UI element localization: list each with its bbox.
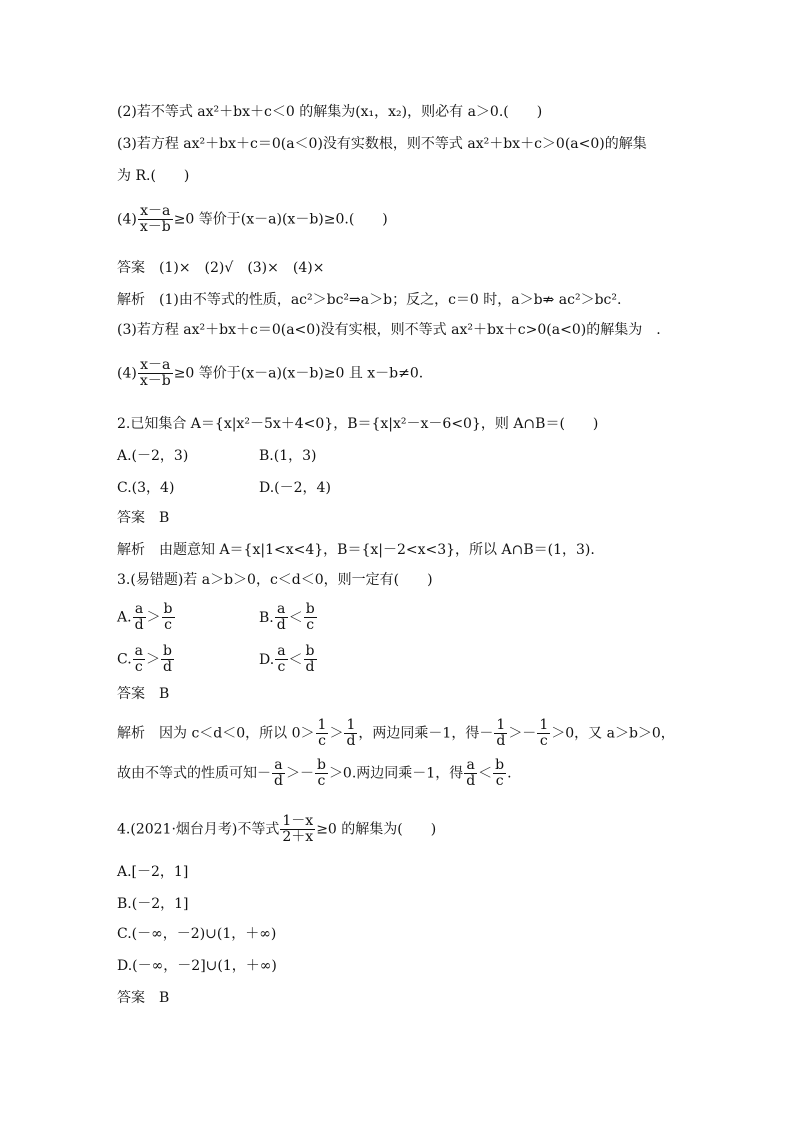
q3-analysis-frac1-num: 1 — [317, 717, 327, 733]
q3-option-d-num2: b — [305, 643, 315, 659]
q3-analysis-frac2 — [344, 718, 357, 749]
q4-answer-label: 答案 — [117, 990, 145, 1006]
q3-analysis-frac3-num: 1 — [494, 718, 507, 734]
q4-stem — [117, 814, 436, 845]
q3-option-a-frac2 — [162, 602, 175, 633]
q2-options-row1 — [117, 446, 316, 466]
q3-option-d-den2: d — [305, 659, 315, 675]
q3-option-c-num2: b — [163, 643, 172, 659]
q3-answer-label: 答案 — [117, 686, 145, 702]
q1-item3-line2: 为 R.( ) — [117, 168, 190, 184]
q3-analysis-frac4-den: c — [539, 733, 548, 749]
q1-answer-label: 答案 — [117, 260, 145, 276]
q3-analysis2-part-b: ＞－ — [285, 765, 314, 782]
q3-option-b-label: B. — [259, 609, 274, 626]
q3-analysis2-frac4 — [493, 758, 506, 789]
q3-analysis-frac3-den: d — [496, 733, 506, 749]
q3-analysis2-part-c: ＞0.两边同乘－1，得 — [328, 765, 464, 782]
q3-option-d-frac2 — [304, 644, 317, 675]
q3-analysis2-frac1-den: d — [274, 773, 283, 789]
q4-option-b: B.(－2，1] — [117, 896, 189, 912]
q3-analysis2-frac2-num: b — [316, 757, 326, 773]
q3-analysis-label: 解析 — [117, 725, 145, 742]
q3-option-a-relation: ＞ — [146, 609, 161, 626]
q1-analysis1-text: (1)由不等式的性质，ac²＞bc²⇒a＞b；反之，c＝0 时，a＞b⇏ ac²＞bc². — [159, 292, 622, 308]
q4-answer — [117, 988, 169, 1008]
q1-item4-numerator: x－a — [138, 204, 173, 220]
q2-stem: 2.已知集合 A＝{x|x²－5x＋4<0}，B＝{x|x²－x－6<0}，则 A∩B＝( ) — [117, 416, 599, 432]
q3-analysis-frac2-den: d — [346, 733, 356, 749]
q1-analysis4-prefix: (4) — [117, 365, 137, 382]
q3-option-b-den1: d — [276, 617, 286, 633]
q1-analysis4-fraction — [138, 358, 173, 389]
q3-analysis2-frac1 — [272, 758, 285, 789]
q3-option-b-num1: a — [275, 602, 288, 618]
q3-answer-text: B — [159, 686, 170, 702]
q2-answer-text: B — [159, 510, 170, 526]
q3-analysis-frac3 — [494, 718, 507, 749]
q3-options-row1 — [117, 602, 318, 633]
q1-analysis1 — [117, 290, 621, 310]
q3-option-d-label: D. — [259, 651, 275, 668]
q3-analysis2-frac2-den: c — [317, 773, 326, 789]
q2-option-d: D.(－2，4) — [259, 480, 331, 496]
q3-analysis2-frac3-den: d — [466, 773, 476, 789]
q3-analysis2-frac3 — [464, 758, 477, 789]
q2-option-c: C.(3，4) — [117, 480, 175, 496]
q4-stem-denominator: 2＋x — [282, 829, 314, 845]
q3-option-c-relation: ＞ — [146, 651, 161, 668]
q4-stem-prefix: 4.(2021·烟台月考)不等式 — [117, 821, 280, 838]
q3-option-b-frac1 — [275, 602, 288, 633]
q3-option-c-den2: d — [163, 659, 172, 675]
q1-item4-rest: ≥0 等价于(x－a)(x－b)≥0.( ) — [173, 211, 388, 228]
q3-option-a-num2: b — [163, 601, 173, 617]
q1-item3-line1: (3)若方程 ax²＋bx＋c＝0(a＜0)没有实数根，则不等式 ax²＋bx＋c＞0(a<0)的解集 — [117, 136, 647, 152]
q4-option-c: C.(－∞，－2)∪(1，＋∞) — [117, 926, 277, 942]
q3-option-c-frac1 — [133, 644, 145, 675]
q3-analysis2-frac3-num: a — [464, 758, 477, 774]
q3-option-d-num1: a — [277, 643, 286, 659]
q3-option-c-den1: c — [134, 659, 143, 675]
q4-option-a: A.[－2，1] — [117, 864, 189, 880]
q1-analysis4-rest: ≥0 等价于(x－a)(x－b)≥0 且 x－b≠0. — [173, 365, 424, 382]
q3-option-c-num1: a — [134, 643, 144, 659]
q3-option-b — [259, 601, 318, 633]
q3-analysis-part-e: ＞0，又 a＞b＞0， — [551, 725, 675, 742]
q3-option-a-den2: c — [164, 617, 172, 633]
q3-analysis-line1 — [117, 718, 675, 749]
q2-answer — [117, 508, 169, 528]
q3-option-b-num2: b — [305, 601, 315, 617]
q4-stem-fraction — [280, 814, 315, 845]
q1-analysis3: (3)若方程 ax²＋bx＋c＝0(a<0)没有实根，则不等式 ax²＋bx＋c>0(a<0)的解集为 . — [117, 322, 661, 338]
q3-analysis2-part-a: 故由不等式的性质可知－ — [117, 765, 271, 782]
q3-option-c-label: C. — [117, 651, 132, 668]
q3-analysis-frac1 — [316, 718, 329, 749]
q4-stem-rest: ≥0 的解集为( ) — [316, 821, 437, 838]
q2-analysis — [117, 540, 595, 560]
q3-analysis2-frac2 — [315, 758, 328, 789]
q3-options-row2 — [117, 644, 318, 675]
q2-option-a: A.(－2，3) — [117, 448, 189, 464]
q3-option-d-den1: c — [277, 659, 286, 675]
q2-analysis-text: 由题意知 A＝{x|1<x<4}，B＝{x|－2<x<3}，所以 A∩B＝(1，3). — [159, 542, 595, 558]
q3-option-c — [117, 644, 259, 675]
q3-analysis-part-b: ＞ — [329, 725, 344, 742]
q2-option-b: B.(1，3) — [259, 448, 317, 464]
q1-analysis-label: 解析 — [117, 292, 145, 308]
q3-option-a — [117, 602, 259, 633]
q3-stem: 3.(易错题)若 a＞b＞0，c＜d＜0，则一定有( ) — [117, 572, 433, 588]
q1-answer — [117, 258, 324, 278]
q4-option-d: D.(－∞，－2]∪(1，＋∞) — [117, 958, 277, 974]
q3-analysis-part-d: ＞－ — [508, 725, 537, 742]
q1-item4-denominator: x－b — [139, 219, 171, 235]
q3-option-a-label: A. — [117, 609, 132, 626]
q3-analysis-frac4-num: 1 — [539, 717, 549, 733]
q3-analysis-frac1-den: c — [318, 733, 326, 749]
q3-option-b-den2: c — [306, 617, 315, 633]
q1-answer-text: (1)× (2)√ (3)× (4)× — [159, 260, 325, 276]
q3-option-b-relation: ＜ — [288, 609, 303, 626]
q3-option-d-relation: ＜ — [288, 651, 303, 668]
q3-option-a-frac1 — [133, 602, 146, 633]
q2-analysis-label: 解析 — [117, 542, 145, 558]
q3-analysis2-frac1-num: a — [272, 758, 285, 774]
q3-answer — [117, 684, 169, 704]
q1-item2: (2)若不等式 ax²＋bx＋c＜0 的解集为(x₁，x₂)，则必有 a＞0.( ) — [117, 104, 543, 120]
q3-option-b-frac2 — [304, 602, 317, 633]
q4-answer-text: B — [159, 990, 170, 1006]
q4-stem-numerator: 1－x — [282, 813, 314, 829]
q3-analysis2-frac4-den: c — [495, 773, 504, 789]
q3-analysis-line2 — [117, 758, 512, 789]
q2-answer-label: 答案 — [117, 510, 145, 526]
q3-option-d — [259, 643, 318, 675]
q3-analysis-frac2-num: 1 — [344, 718, 357, 734]
q3-analysis-part-c: ，两边同乘－1，得－ — [358, 725, 494, 742]
q3-option-c-frac2 — [161, 644, 174, 675]
q3-analysis-frac4 — [537, 718, 550, 749]
q1-analysis4 — [117, 358, 423, 389]
q1-item4 — [117, 204, 388, 235]
q3-analysis2-frac4-num: b — [495, 757, 505, 773]
q3-option-a-den1: d — [134, 617, 144, 633]
q1-item4-prefix: (4) — [117, 211, 137, 228]
q2-options-row2 — [117, 478, 331, 498]
q3-analysis2-part-d: ＜ — [478, 765, 493, 782]
q1-analysis4-numerator: x－a — [138, 358, 173, 374]
q3-option-a-num1: a — [133, 602, 146, 618]
q3-analysis-part-a: 因为 c＜d＜0，所以 0＞ — [159, 725, 315, 742]
q1-analysis4-denominator: x－b — [139, 373, 171, 389]
q3-analysis2-part-e: . — [507, 765, 512, 782]
q3-option-d-frac1 — [275, 644, 287, 675]
q1-item4-fraction — [138, 204, 173, 235]
